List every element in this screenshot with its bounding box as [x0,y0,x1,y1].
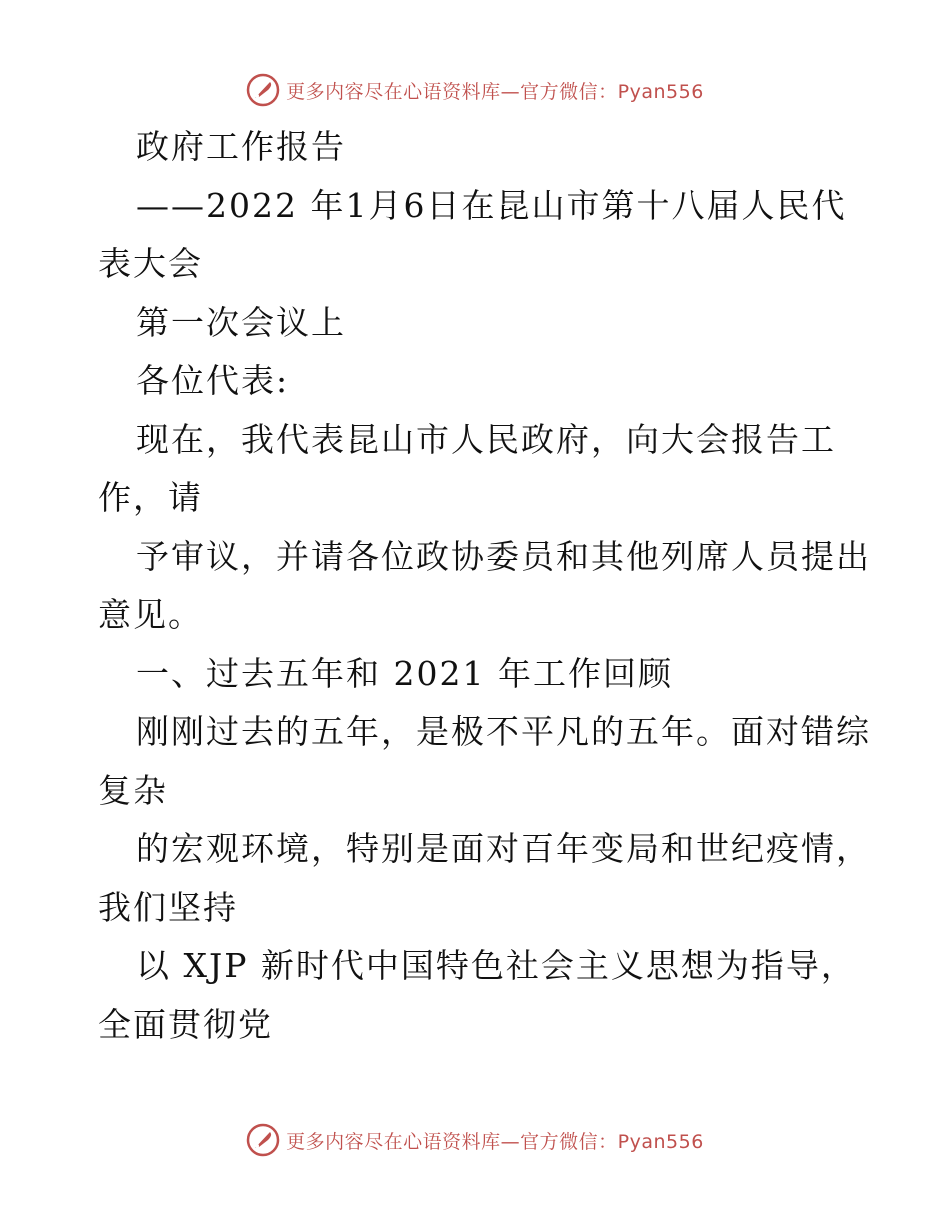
feather-pen-logo-icon [246,73,280,107]
footer-watermark-text: 更多内容尽在心语资料库—官方微信：Pyan556 [286,1130,704,1153]
paragraph-line: 现在，我代表昆山市人民政府，向大会报告工 [136,419,836,459]
document-subtitle-line: 第一次会议上 [136,302,346,342]
paragraph-line: 全面贯彻党 [98,1004,273,1044]
footer-watermark-banner [0,1120,950,1160]
paragraph-line: 我们坚持 [98,887,238,927]
paragraph-line: 意见。 [98,595,203,634]
document-body [98,118,871,1054]
section-heading: 一、过去五年和 2021 年工作回顾 [136,653,673,693]
salutation: 各位代表: [136,361,290,400]
document-subtitle-line: ——2022 年1月6日在昆山市第十八届人民代 [136,185,847,225]
paragraph-line: 复杂 [98,770,168,810]
paragraph-line: 刚刚过去的五年，是极不平凡的五年。面对错综 [136,712,871,751]
document-title: 政府工作报告 [136,127,346,166]
feather-pen-logo-icon [246,1123,280,1157]
header-watermark-text: 更多内容尽在心语资料库—官方微信：Pyan556 [286,80,704,103]
paragraph-line: 以 XJP 新时代中国特色社会主义思想为指导， [136,946,856,985]
paragraph-line: 的宏观环境，特别是面对百年变局和世纪疫情， [136,829,871,868]
paragraph-line: 作，请 [98,478,203,517]
document-subtitle-line: 表大会 [98,244,203,283]
header-watermark-banner [0,70,950,110]
paragraph-line: 予审议，并请各位政协委员和其他列席人员提出 [136,536,871,576]
